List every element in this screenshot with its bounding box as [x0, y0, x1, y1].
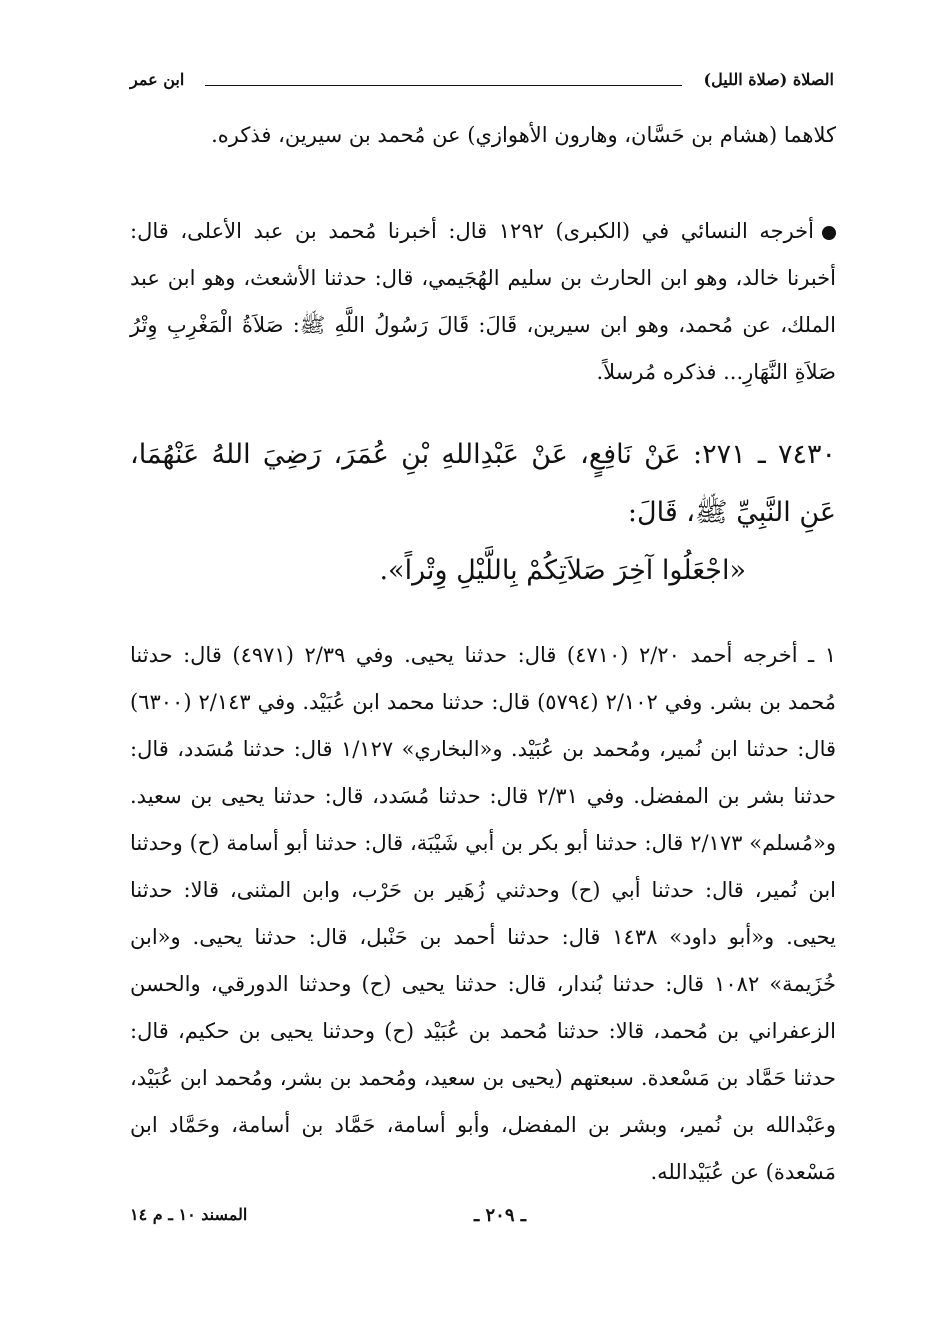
paragraph-nasai-text: أخرجه النسائي في (الكبرى) ١٢٩٢ قال: أخبرنا مُحمد بن عبد الأعلى، قال: أخبرنا خالد، وهو ابن الحارث بن سليم الهُجَيمي، قال: حدثنا الأشعث، وهو ابن عبد الملك، عن مُحمد، وهو ابن سيرين، قَالَ: قَالَ رَسُولُ اللَّهِ ﷺ: صَلاَةُ الْمَغْرِبِ وِتْرُ صَلاَةِ النَّهَارِ... فذكره مُرسلاً.	[130, 219, 836, 384]
takhrij-text: ١ ـ أخرجه أحمد ٢/٢٠ (٤٧١٠) قال: حدثنا يحيى. وفي ٢/٣٩ (٤٩٧١) قال: حدثنا مُحمد بن بشر. وفي ٢/١٠٢ (٥٧٩٤) قال: حدثنا محمد ابن عُبَيْد. وفي ٢/١٤٣ (٦٣٠٠) قال: حدثنا ابن نُمير، ومُحمد بن عُبَيْد. و«البخاري» ١/١٢٧ قال: حدثنا مُسَدد، قال: حدثنا بشر بن المفضل. وفي ٢/٣١ قال: حدثنا مُسَدد، قال: حدثنا يحيى بن سعيد. و«مُسلم» ٢/١٧٣ قال: حدثنا أبو بكر بن أبي شَيْبَة، قال: حدثنا أبو أسامة (ح) وحدثنا ابن نُمير، قال: حدثنا أبي (ح) وحدثني زُهَير بن حَرْب، وابن المثنى، قالا: حدثنا يحيى. و«أبو داود» ١٤٣٨ قال: حدثنا أحمد بن حَنْبل، قال: حدثنا يحيى. و«ابن خُزَيمة» ١٠٨٢ قال: حدثنا بُندار، قال: حدثنا يحيى (ح) وحدثنا الدورقي، والحسن الزعفراني بن مُحمد، قالا: حدثنا مُحمد بن عُبَيْد (ح) وحدثنا يحيى بن حكيم، قال: حدثنا حَمَّاد بن مَسْعدة. سبعتهم (يحيى بن سعيد، ومُحمد بن بشر، ومُحمد ابن عُبَيْد، وعَبْدالله بن نُمير، وبشر بن المفضل، وأبو أسامة، حَمَّاد بن أسامة، وحَمَّاد ابن مَسْعدة) عن عُبَيْدالله.	[130, 643, 837, 1184]
header-rule	[205, 85, 682, 86]
takhrij-paragraph	[130, 632, 836, 1196]
chapter-title: الصلاة (صلاة الليل)	[703, 70, 834, 89]
hadith-intro-text: ٧٤٣٠ ـ ٢٧١: عَنْ نَافِعٍ، عَنْ عَبْدِاللهِ بْنِ عُمَرَ، رَضِيَ اللهُ عَنْهُمَا، عَنِ النَّبِيِّ ﷺ، قَالَ:	[130, 439, 836, 528]
narrator-name: ابن عمر	[130, 70, 185, 89]
paragraph-chain-text: كلاهما (هشام بن حَسَّان، وهارون الأهوازي) عن مُحمد بن سيرين، فذكره.	[211, 123, 836, 147]
running-header	[130, 68, 834, 98]
bullet-icon	[822, 226, 836, 240]
paragraph-chain	[130, 112, 836, 159]
hadith-intro	[130, 426, 836, 542]
page-number: ـ ٢٠٩ ـ	[473, 1205, 527, 1226]
volume-reference: المسند ١٠ ـ م ١٤	[130, 1205, 248, 1224]
paragraph-nasai	[130, 208, 836, 396]
hadith-text	[130, 542, 836, 600]
hadith-quote: «اجْعَلُوا آخِرَ صَلاَتِكُمْ بِاللَّيْلِ وِتْراً».	[379, 555, 746, 586]
page-footer	[130, 1205, 836, 1235]
